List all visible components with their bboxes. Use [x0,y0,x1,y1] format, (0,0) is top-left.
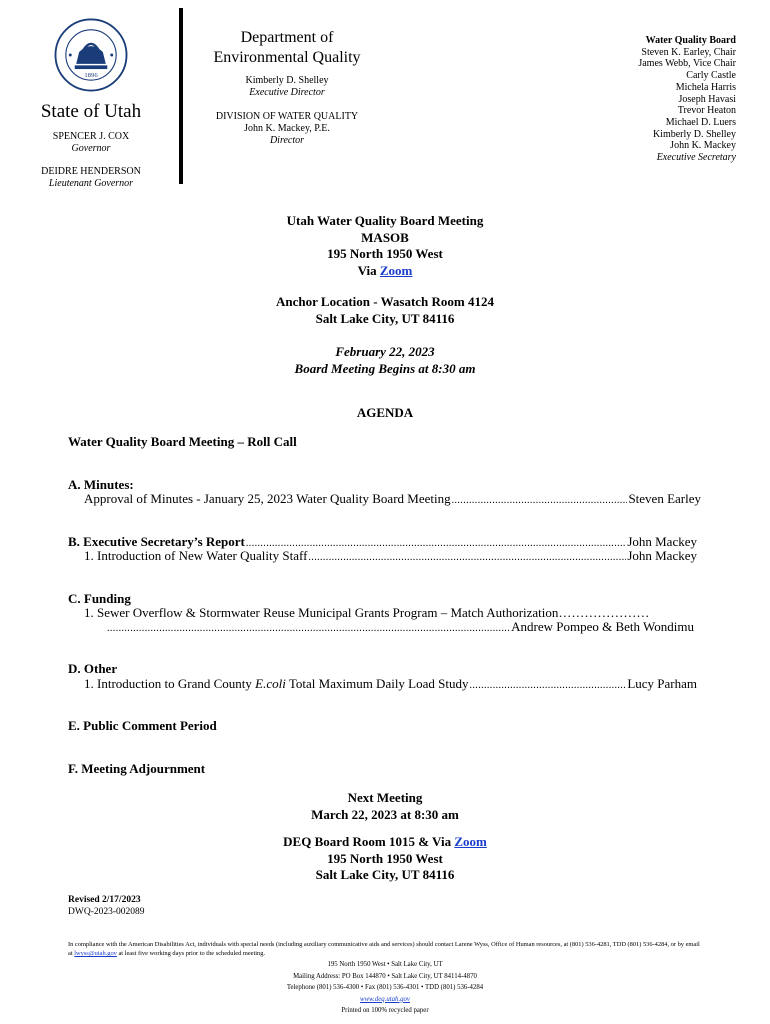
next-meeting [0,790,770,823]
lt-governor-title: Lieutenant Governor [48,178,134,189]
next-meeting-room: DEQ Board Room 1015 & Via Zoom [283,834,487,849]
anchor-room: Anchor Location - Wasatch Room 4124 [276,294,494,309]
board-member: John K. Mackey [670,140,736,152]
board-list [638,35,736,164]
section-a-title: A. Minutes: [68,477,134,492]
agenda-item-grants-presenter [107,619,694,635]
board-member: Kimberly D. Shelley [652,128,736,140]
department-line2: Environmental Quality [213,49,361,66]
item-label: Approval of Minutes - January 25, 2023 Water Quality Board Meeting [84,491,451,506]
next-meeting-heading: Next Meeting [347,790,423,805]
next-meeting-datetime: March 22, 2023 at 8:30 am [311,806,459,822]
via-prefix: Via [357,262,380,278]
state-seal-logo [54,18,128,92]
governor-name: SPENCER J. COX [52,131,130,142]
document-id: DWQ-2023-002089 [68,907,145,917]
board-member: James Webb, Vice Chair [638,58,736,70]
meeting-info [0,213,770,279]
meeting-time [0,344,770,377]
section-d-title: D. Other [68,661,118,676]
agenda-heading: AGENDA [356,405,414,420]
board-member: Carly Castle [686,70,736,82]
email-link[interactable]: lwyss@utah.gov [74,950,117,957]
footer-street: 195 North 1950 West • Salt Lake City, UT [327,961,443,968]
item-presenter: Lucy Parham [627,676,697,691]
agenda-item-new-staff [84,548,697,564]
agenda-item-minutes [84,491,701,507]
department-line1: Department of [240,29,334,46]
board-member: Trevor Heaton [677,105,736,117]
letterhead-divider [179,8,183,184]
website-link[interactable]: www.deq.utah.gov [360,995,410,1003]
item-presenter: John Mackey [627,548,697,563]
dot-leader [107,619,510,635]
meeting-via [0,263,770,280]
dot-leader [308,548,626,564]
board-heading: Water Quality Board [645,35,736,46]
lt-governor-name: DEIDRE HENDERSON [41,166,141,177]
division-name: DIVISION OF WATER QUALITY [215,111,359,122]
meeting-address: 195 North 1950 West [327,246,443,261]
footer-phone: Telephone (801) 536-4300 • Fax (801) 536-4301 • TDD (801) 536-4284 [286,984,484,992]
section-b-title: B. Executive Secretary’s Report [68,534,245,549]
roll-call: Water Quality Board Meeting – Roll Call [68,434,297,449]
item-label: 1. Introduction of New Water Quality Staff [84,548,308,563]
section-e-title: E. Public Comment Period [68,718,217,733]
next-meeting-location [0,834,770,884]
revised-date: Revised 2/17/2023 [68,895,141,905]
zoom-link[interactable]: Zoom [454,834,487,849]
footer-contact [0,959,770,1017]
board-member: Michela Harris [675,81,736,93]
director-name: John K. Mackey, P.E. [244,123,330,134]
item-presenter: Steven Earley [628,491,701,506]
meeting-building: MASOB [361,229,409,245]
executive-director-name: Kimberly D. Shelley [245,75,329,86]
department-name [194,28,380,68]
footer-recycled: Printed on 100% recycled paper [341,1007,429,1015]
governor-title: Governor [71,143,111,154]
zoom-link[interactable]: Zoom [379,262,413,278]
agenda-item-ecoli [84,676,697,692]
agenda-item-grants: 1. Sewer Overflow & Stormwater Reuse Municipal Grants Program – Match Authorization………………… [84,605,650,620]
footer-mailing: Mailing Address: PO Box 144870 • Salt Lake City, UT 84114-4870 [293,972,477,980]
executive-director-title: Executive Director [249,87,325,98]
item-label: 1. Introduction to Grand County E.coli Total Maximum Daily Load Study [84,676,469,691]
anchor-city: Salt Lake City, UT 84116 [315,310,455,326]
board-member: Steven K. Earley, Chair [641,46,736,58]
meeting-date: February 22, 2023 [335,344,435,359]
ada-notice: In compliance with the American Disabilities Act, individuals with special needs (including auxiliary communicative aids and services) should contact Larene Wyss, Office of Human resources, at (801) 536-4281, TDD (801) 536-4284, or by email at lwyss@utah.gov at least five working days prior to the scheduled meeting. [68,941,700,957]
board-member: Joseph Havasi [678,93,736,105]
state-title: State of Utah [40,101,142,122]
director-title: Director [269,135,305,146]
meeting-start: Board Meeting Begins at 8:30 am [294,360,476,376]
next-meeting-city: Salt Lake City, UT 84116 [315,867,455,882]
dot-leader [452,491,628,507]
board-secretary-title: Executive Secretary [656,152,736,164]
section-c-title: C. Funding [68,591,131,606]
item-presenter: Andrew Pompeo & Beth Wondimu [511,619,694,634]
item-presenter: John Mackey [627,534,697,549]
anchor-location [0,294,770,327]
svg-text:1896: 1896 [84,72,98,80]
meeting-title: Utah Water Quality Board Meeting [286,213,484,228]
board-member: Michael D. Luers [665,116,736,128]
next-meeting-address: 195 North 1950 West [327,850,443,866]
dot-leader [470,676,627,692]
section-f-title: F. Meeting Adjournment [68,761,206,776]
